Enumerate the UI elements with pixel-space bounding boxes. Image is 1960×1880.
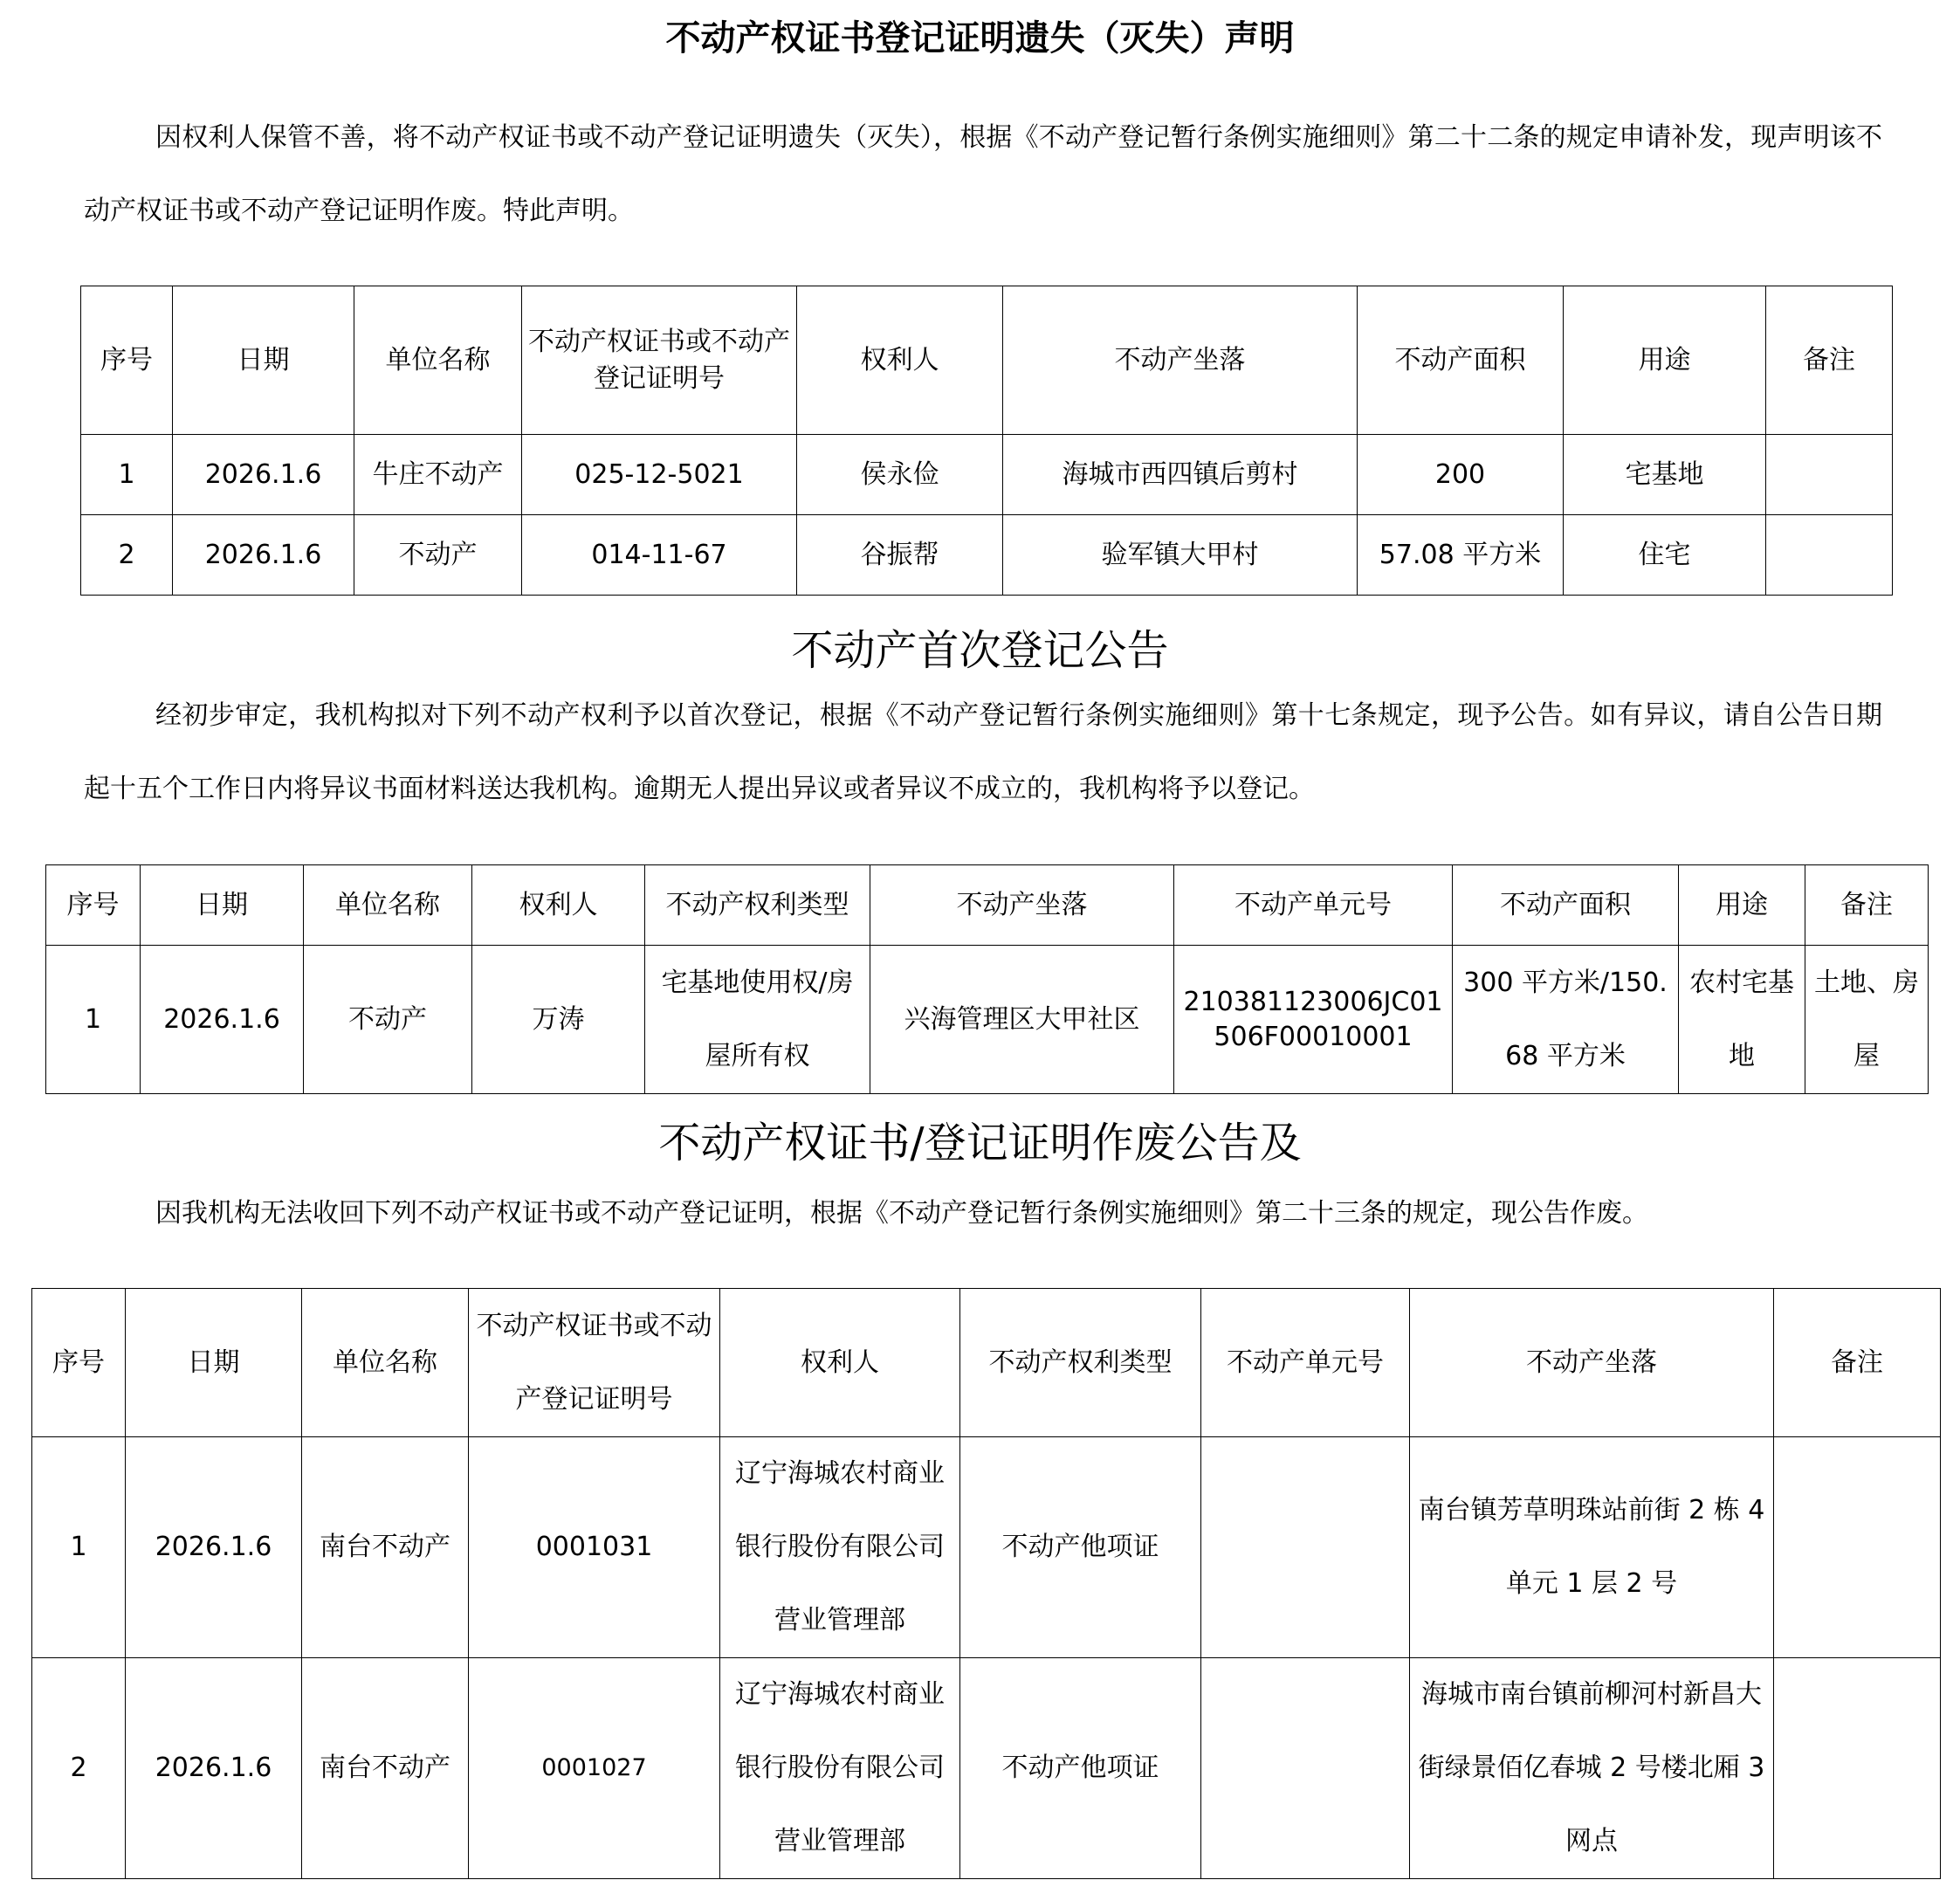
table-cell [1766, 435, 1893, 515]
table-cell: 2026.1.6 [173, 515, 354, 596]
table-cell: 300 平方米/150.68 平方米 [1453, 946, 1679, 1094]
header-cell: 用途 [1564, 286, 1766, 435]
header-cell: 不动产面积 [1453, 865, 1679, 946]
table-header-row [81, 286, 1893, 435]
header-cell: 单位名称 [304, 865, 472, 946]
table-cell: 2 [81, 515, 173, 596]
table-cell [1201, 1658, 1410, 1879]
first-registration-paragraph: 经初步审定，我机构拟对下列不动产权利予以首次登记，根据《不动产登记暂行条例实施细则》第十七条规定，现予公告。如有异议，请自公告日期起十五个工作日内将异议书面材料送达我机构。逾期无人提出异议或者异议不成立的，我机构将予以登记。 [84, 700, 1882, 804]
table-row [46, 946, 1929, 1094]
header-cell: 单位名称 [302, 1289, 469, 1437]
table-cell: 2026.1.6 [141, 946, 304, 1094]
table-cell: 南台不动产 [302, 1658, 469, 1879]
header-cell: 用途 [1679, 865, 1805, 946]
header-cell: 不动产单元号 [1174, 865, 1453, 946]
table-cell: 侯永俭 [797, 435, 1003, 515]
table-cell [1774, 1437, 1941, 1658]
header-cell: 日期 [141, 865, 304, 946]
void-announcement-table [31, 1288, 1941, 1879]
table-cell [1766, 515, 1893, 596]
table-cell: 兴海管理区大甲社区 [870, 946, 1174, 1094]
table-cell: 014-11-67 [522, 515, 797, 596]
header-cell: 权利人 [472, 865, 645, 946]
header-cell: 不动产坐落 [870, 865, 1174, 946]
header-cell: 序号 [32, 1289, 126, 1437]
loss-statement-table [80, 286, 1893, 596]
table-cell: 不动产他项证 [960, 1658, 1201, 1879]
table-cell: 57.08 平方米 [1358, 515, 1564, 596]
header-cell: 备注 [1774, 1289, 1941, 1437]
header-cell: 日期 [126, 1289, 302, 1437]
table-cell: 0001027 [469, 1658, 720, 1879]
table-cell: 牛庄不动产 [354, 435, 522, 515]
table-cell: 辽宁海城农村商业银行股份有限公司营业管理部 [720, 1658, 960, 1879]
table-row [81, 435, 1893, 515]
table-row [32, 1658, 1941, 1879]
header-cell: 不动产单元号 [1201, 1289, 1410, 1437]
table-cell: 海城市南台镇前柳河村新昌大街绿景佰亿春城 2 号楼北厢 3 网点 [1410, 1658, 1774, 1879]
header-cell: 权利人 [797, 286, 1003, 435]
table-cell: 不动产 [304, 946, 472, 1094]
table-cell: 210381123006JC01506F00010001 [1174, 946, 1453, 1094]
header-cell: 序号 [46, 865, 141, 946]
table-cell: 1 [81, 435, 173, 515]
table-cell: 2 [32, 1658, 126, 1879]
header-cell: 单位名称 [354, 286, 522, 435]
table-cell: 谷振帮 [797, 515, 1003, 596]
table-cell: 2026.1.6 [173, 435, 354, 515]
header-cell: 序号 [81, 286, 173, 435]
loss-statement-paragraph: 因权利人保管不善，将不动产权证书或不动产登记证明遗失（灭失），根据《不动产登记暂行条例实施细则》第二十二条的规定申请补发，现声明该不动产权证书或不动产登记证明作废。特此声明。 [84, 122, 1882, 226]
header-cell: 不动产坐落 [1410, 1289, 1774, 1437]
header-cell: 备注 [1805, 865, 1929, 946]
table-cell: 200 [1358, 435, 1564, 515]
table-cell: 土地、房屋 [1805, 946, 1929, 1094]
header-cell: 权利人 [720, 1289, 960, 1437]
table-cell [1774, 1658, 1941, 1879]
table-cell: 宅基地使用权/房屋所有权 [645, 946, 870, 1094]
table-cell: 南台镇芳草明珠站前街 2 栋 4 单元 1 层 2 号 [1410, 1437, 1774, 1658]
table-header-row [32, 1289, 1941, 1437]
first-registration-table [45, 864, 1929, 1094]
table-row [32, 1437, 1941, 1658]
table-cell: 025-12-5021 [522, 435, 797, 515]
header-cell: 不动产权证书或不动产登记证明号 [469, 1289, 720, 1437]
table-cell: 1 [32, 1437, 126, 1658]
void-announcement-paragraph: 因我机构无法收回下列不动产权证书或不动产登记证明，根据《不动产登记暂行条例实施细则》第二十三条的规定，现公告作废。 [155, 1198, 1648, 1229]
table-cell: 万涛 [472, 946, 645, 1094]
header-cell: 不动产权证书或不动产登记证明号 [522, 286, 797, 435]
table-cell: 住宅 [1564, 515, 1766, 596]
table-cell: 0001031 [469, 1437, 720, 1658]
header-cell: 不动产权利类型 [960, 1289, 1201, 1437]
table-cell: 辽宁海城农村商业银行股份有限公司营业管理部 [720, 1437, 960, 1658]
table-cell [1201, 1437, 1410, 1658]
table-cell: 不动产他项证 [960, 1437, 1201, 1658]
table-cell: 2026.1.6 [126, 1437, 302, 1658]
header-cell: 备注 [1766, 286, 1893, 435]
table-cell: 宅基地 [1564, 435, 1766, 515]
header-cell: 不动产权利类型 [645, 865, 870, 946]
void-announcement-title: 不动产权证书/登记证明作废公告及 [658, 1119, 1302, 1167]
table-header-row [46, 865, 1929, 946]
header-cell: 日期 [173, 286, 354, 435]
first-registration-title: 不动产首次登记公告 [791, 626, 1169, 675]
table-cell: 1 [46, 946, 141, 1094]
table-cell: 南台不动产 [302, 1437, 469, 1658]
table-cell: 不动产 [354, 515, 522, 596]
header-cell: 不动产面积 [1358, 286, 1564, 435]
table-cell: 2026.1.6 [126, 1658, 302, 1879]
loss-statement-title: 不动产权证书登记证明遗失（灭失）声明 [665, 18, 1295, 59]
header-cell: 不动产坐落 [1003, 286, 1358, 435]
table-cell: 农村宅基地 [1679, 946, 1805, 1094]
table-row [81, 515, 1893, 596]
table-cell: 海城市西四镇后剪村 [1003, 435, 1358, 515]
table-cell: 验军镇大甲村 [1003, 515, 1358, 596]
